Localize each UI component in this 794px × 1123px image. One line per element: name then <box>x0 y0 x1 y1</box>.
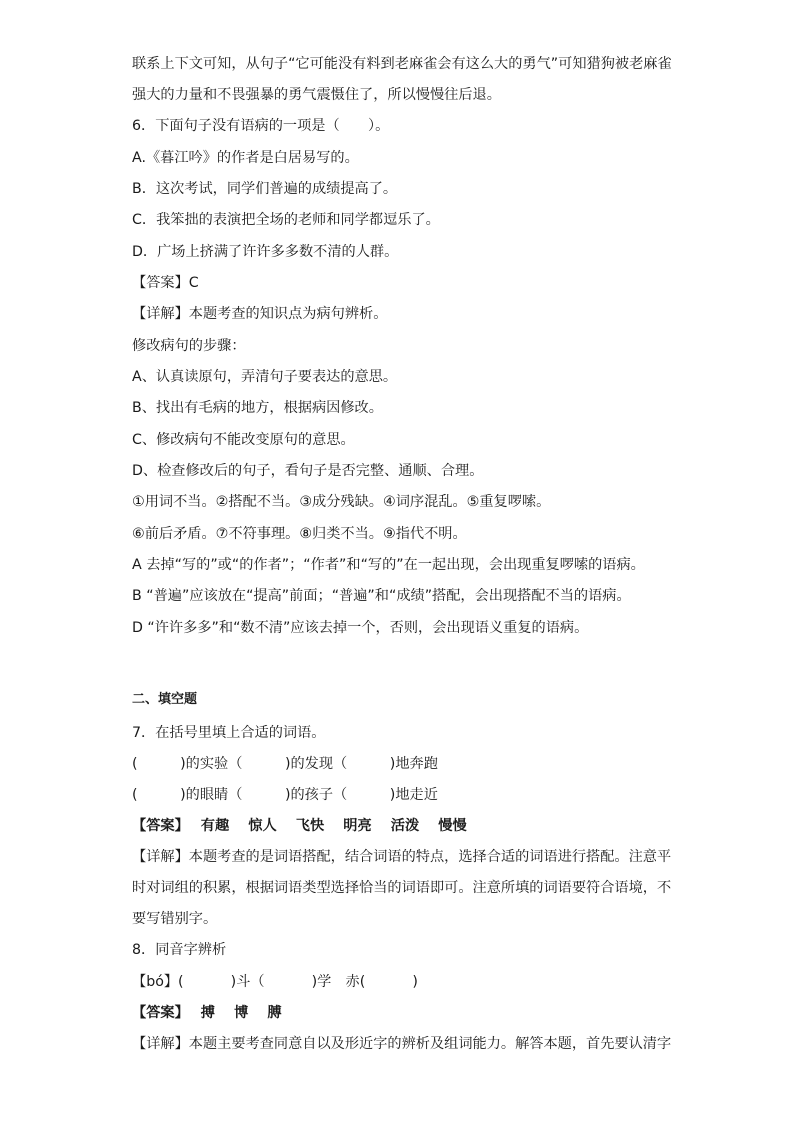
text-line: 【答案】 有趣 惊人 飞快 明亮 活泼 慢慢 <box>132 818 467 834</box>
text-line: A.《暮江吟》的作者是白居易写的。 <box>132 150 359 166</box>
text-line: ①用词不当。②搭配不当。③成分残缺。④词序混乱。⑤重复啰嗦。 <box>132 494 551 510</box>
text-line: 【详解】本题主要考查同意自以及形近字的辨析及组词能力。解答本题，首先要认清字 <box>132 1036 672 1052</box>
section-heading: 二、填空题 <box>132 692 198 707</box>
text-line: B．这次考试，同学们普遍的成绩提高了。 <box>132 181 398 197</box>
text-line: D．广场上挤满了许许多多数不清的人群。 <box>132 244 399 260</box>
text-line: A 去掉“写的”或“的作者”；“作者”和“写的”在一起出现，会出现重复啰嗦的语病。 <box>132 557 645 573</box>
text-line: D “许许多多”和“数不清”应该去掉一个，否则，会出现语义重复的语病。 <box>132 620 589 636</box>
text-line: 7．在括号里填上合适的词语。 <box>132 725 326 741</box>
text-line: B、找出有毛病的地方，根据病因修改。 <box>132 400 383 416</box>
text-line: ⑥前后矛盾。⑦不符事理。⑧归类不当。⑨指代不明。 <box>132 526 467 542</box>
text-line: 强大的力量和不畏强暴的勇气震慑住了，所以慢慢往后退。 <box>132 87 501 103</box>
text-line: 联系上下文可知，从句子“它可能没有料到老麻雀会有这么大的勇气”可知猎狗被老麻雀 <box>132 56 672 72</box>
text-line: 6．下面句子没有语病的一项是（ ）。 <box>132 118 390 134</box>
text-line: C．我笨拙的表演把全场的老师和同学都逗乐了。 <box>132 212 440 228</box>
text-line: C、修改病句不能改变原句的意思。 <box>132 432 355 448</box>
text-line: D、检查修改后的句子，看句子是否完整、通顺、合理。 <box>132 463 484 479</box>
text-line: 修改病句的步骤： <box>132 338 246 354</box>
text-line: 要写错别字。 <box>132 911 218 927</box>
text-line: 时对词组的积累，根据词语类型选择恰当的词语即可。注意所填的词语要符合语境，不 <box>132 880 672 896</box>
text-line: ( )的实验（ )的发现（ )地奔跑 <box>132 756 438 772</box>
text-line: B “普遍”应该放在“提高”前面；“普遍”和“成绩”搭配，会出现搭配不当的语病。 <box>132 588 631 604</box>
text-line: 【bó】( )斗（ )学 赤( ) <box>132 974 418 990</box>
text-line: 【详解】本题考查的是词语搭配，结合词语的特点，选择合适的词语进行搭配。注意平 <box>132 849 672 865</box>
text-line: 【详解】本题考查的知识点为病句辨析。 <box>132 306 388 322</box>
text-line: A、认真读原句，弄清句子要表达的意思。 <box>132 369 398 385</box>
text-line: 8．同音字辨析 <box>132 942 227 958</box>
text-line: ( )的眼睛（ )的孩子（ )地走近 <box>132 787 438 803</box>
text-line: 【答案】 搏 博 膊 <box>132 1005 282 1021</box>
text-line: 【答案】C <box>132 275 199 291</box>
